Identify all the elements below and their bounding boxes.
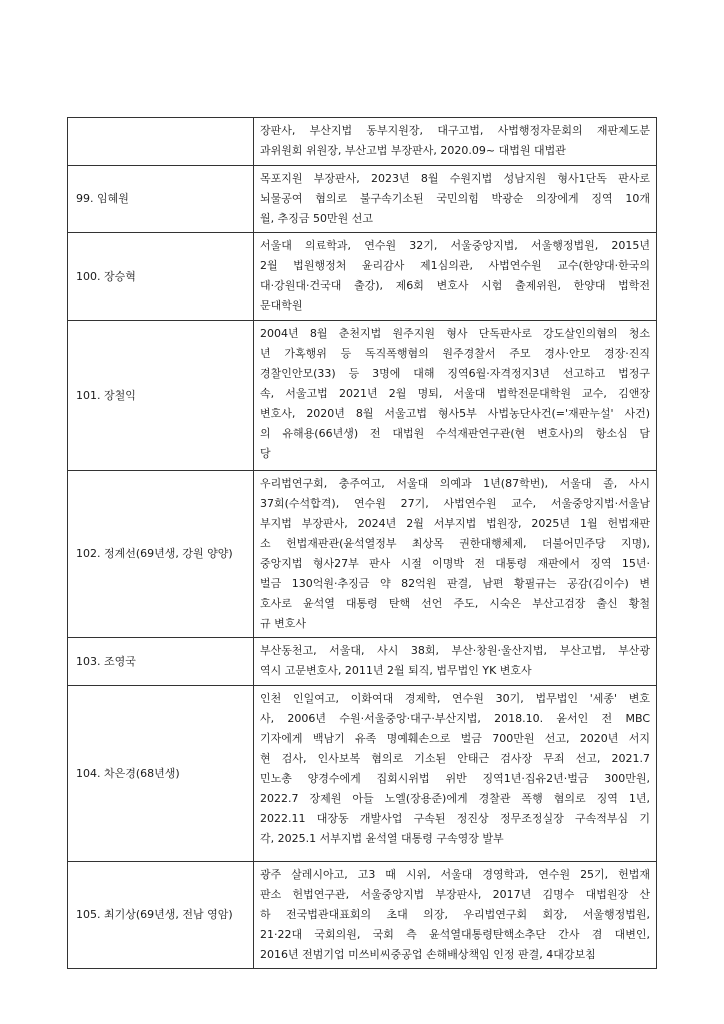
person-name: 100. 장승혁 (68, 233, 254, 321)
person-name (68, 118, 254, 166)
description-line: 서울대 의료학과, 연수원 32기, 서울중앙지법, 서울행정법원, 2015년 (260, 239, 650, 252)
person-description (254, 118, 657, 166)
description-line: 속, 서울고법 2021년 2월 명퇴, 서울대 법학전문대학원 교수, 김앤장 (260, 387, 650, 400)
person-description (254, 166, 657, 233)
table-row (68, 638, 657, 686)
description-line: 민노총 양경수에게 집회시위법 위반 징역1년·집유2년·벌금 300만원, (260, 772, 650, 785)
description-line: 광주 살레시아고, 고3 때 시위, 서울대 경영학과, 연수원 25기, 헌법재 (260, 868, 650, 881)
description-line: 벌금 130억원·추징금 약 82억원 판결, 남편 황필규는 공감(김이수) 변 (260, 577, 650, 590)
description-line: 월, 추징금 50만원 선고 (260, 212, 373, 225)
person-description (254, 686, 657, 862)
person-name: 104. 차은경(68년생) (68, 686, 254, 862)
description-line: 사, 2006년 수원·서울중앙·대구·부산지법, 2018.10. 윤서인 전 MBC (260, 712, 650, 725)
description-line: 목포지원 부장판사, 2023년 8월 수원지법 성남지원 형사1단독 판사로 (260, 172, 650, 185)
description-line: 년 가혹행위 등 독직폭행혐의 원주경찰서 주모 경사·안모 경장·진직 (260, 347, 650, 360)
description-line: 규 변호사 (260, 617, 307, 630)
description-line: 뇌물공여 혐의로 불구속기소된 국민의힘 박광순 의장에게 징역 10개 (260, 192, 650, 205)
description-line: 2022.7 장제원 아들 노엘(장용준)에게 경찰관 폭행 혐의로 징역 1년, (260, 792, 650, 805)
description-line: 대·강원대·건국대 출강), 제6회 변호사 시험 출제위원, 한양대 법학전 (260, 279, 650, 292)
description-line: 판소 헌법연구관, 서울중앙지법 부장판사, 2017년 김명수 대법원장 산 (260, 888, 650, 901)
description-line: 장판사, 부산지법 동부지원장, 대구고법, 사법행정자문회의 재판제도분 (260, 124, 650, 137)
description-line: 2004년 8월 춘천지법 원주지원 형사 단독판사로 강도살인의혐의 청소 (260, 327, 650, 340)
table-row (68, 118, 657, 166)
person-name: 101. 장철익 (68, 321, 254, 471)
description-line: 2022.11 대장동 개발사업 구속된 정진상 정무조정실장 구속적부심 기 (260, 812, 650, 825)
description-line: 인천 인일여고, 이화여대 경제학, 연수원 30기, 법무법인 '세종' 변호 (260, 692, 650, 705)
description-line: 경찰인안모(33) 등 3명에 대해 징역6월·자격정지3년 선고하고 법정구 (260, 367, 650, 380)
description-line: 현 검사, 인사보복 혐의로 기소된 안태근 검사장 무죄 선고, 2021.7 (260, 752, 650, 765)
person-description (254, 321, 657, 471)
description-line: 37회(수석합격), 연수원 27기, 사법연수원 교수, 서울중앙지법·서울남 (260, 497, 650, 510)
description-line: 기자에게 백남기 유족 명예훼손으로 벌금 700만원 선고, 2020년 서지 (260, 732, 650, 745)
table-row (68, 686, 657, 862)
description-line: 부산동천고, 서울대, 사시 38회, 부산·창원·울산지법, 부산고법, 부산광 (260, 644, 650, 657)
description-line: 문대학원 (260, 299, 303, 312)
person-description (254, 471, 657, 638)
description-line: 호사로 윤석열 대통령 탄핵 선언 주도, 시숙은 부산고검장 출신 황철 (260, 597, 650, 610)
person-description (254, 862, 657, 969)
description-line: 각, 2025.1 서부지법 윤석열 대통령 구속영장 발부 (260, 832, 504, 845)
profile-table (67, 117, 657, 969)
person-name: 105. 최기상(69년생, 전남 영암) (68, 862, 254, 969)
description-line: 과위원회 위원장, 부산고법 부장판사, 2020.09~ 대법원 대법관 (260, 144, 566, 157)
person-description (254, 233, 657, 321)
description-line: 2월 법원행정처 윤리감사 제1심의관, 사법연수원 교수(한양대·한국의 (260, 259, 650, 272)
person-name: 103. 조영국 (68, 638, 254, 686)
description-line: 2016년 전범기업 미쓰비씨중공업 손해배상책임 인정 판결, 4대강보침 (260, 948, 596, 961)
description-line: 21·22대 국회의원, 국회 측 윤석열대통령탄핵소추단 간사 겸 대변인, (260, 928, 650, 941)
description-line: 소 헌법재판관(윤석열정부 최상목 권한대행체제, 더불어민주당 지명), (260, 537, 650, 550)
description-line: 하 전국법관대표회의 초대 의장, 우리법연구회 회장, 서울행정법원, (260, 908, 650, 921)
person-description (254, 638, 657, 686)
table-row (68, 471, 657, 638)
table-row (68, 321, 657, 471)
description-line: 당 (260, 447, 271, 460)
person-name: 102. 정계선(69년생, 강원 양양) (68, 471, 254, 638)
table-row (68, 862, 657, 969)
description-line: 변호사, 2020년 8월 서울고법 형사5부 사법농단사건(='재판누설' 사건) (260, 407, 650, 420)
description-line: 중앙지법 형사27부 판사 시절 이명박 전 대통령 재판에서 징역 15년· (260, 557, 650, 570)
table-row (68, 166, 657, 233)
table-row (68, 233, 657, 321)
profile-table-body (68, 118, 657, 969)
person-name: 99. 임혜원 (68, 166, 254, 233)
description-line: 역시 고문변호사, 2011년 2월 퇴직, 법무법인 YK 변호사 (260, 664, 532, 677)
description-line: 의 유해용(66년생) 전 대법원 수석재판연구관(현 변호사)의 항소심 담 (260, 427, 650, 440)
description-line: 우리법연구회, 충주여고, 서울대 의예과 1년(87학번), 서울대 졸, 사시 (260, 477, 650, 490)
description-line: 부지법 부장판사, 2024년 2월 서부지법 법원장, 2025년 1월 헌법재판 (260, 517, 650, 530)
